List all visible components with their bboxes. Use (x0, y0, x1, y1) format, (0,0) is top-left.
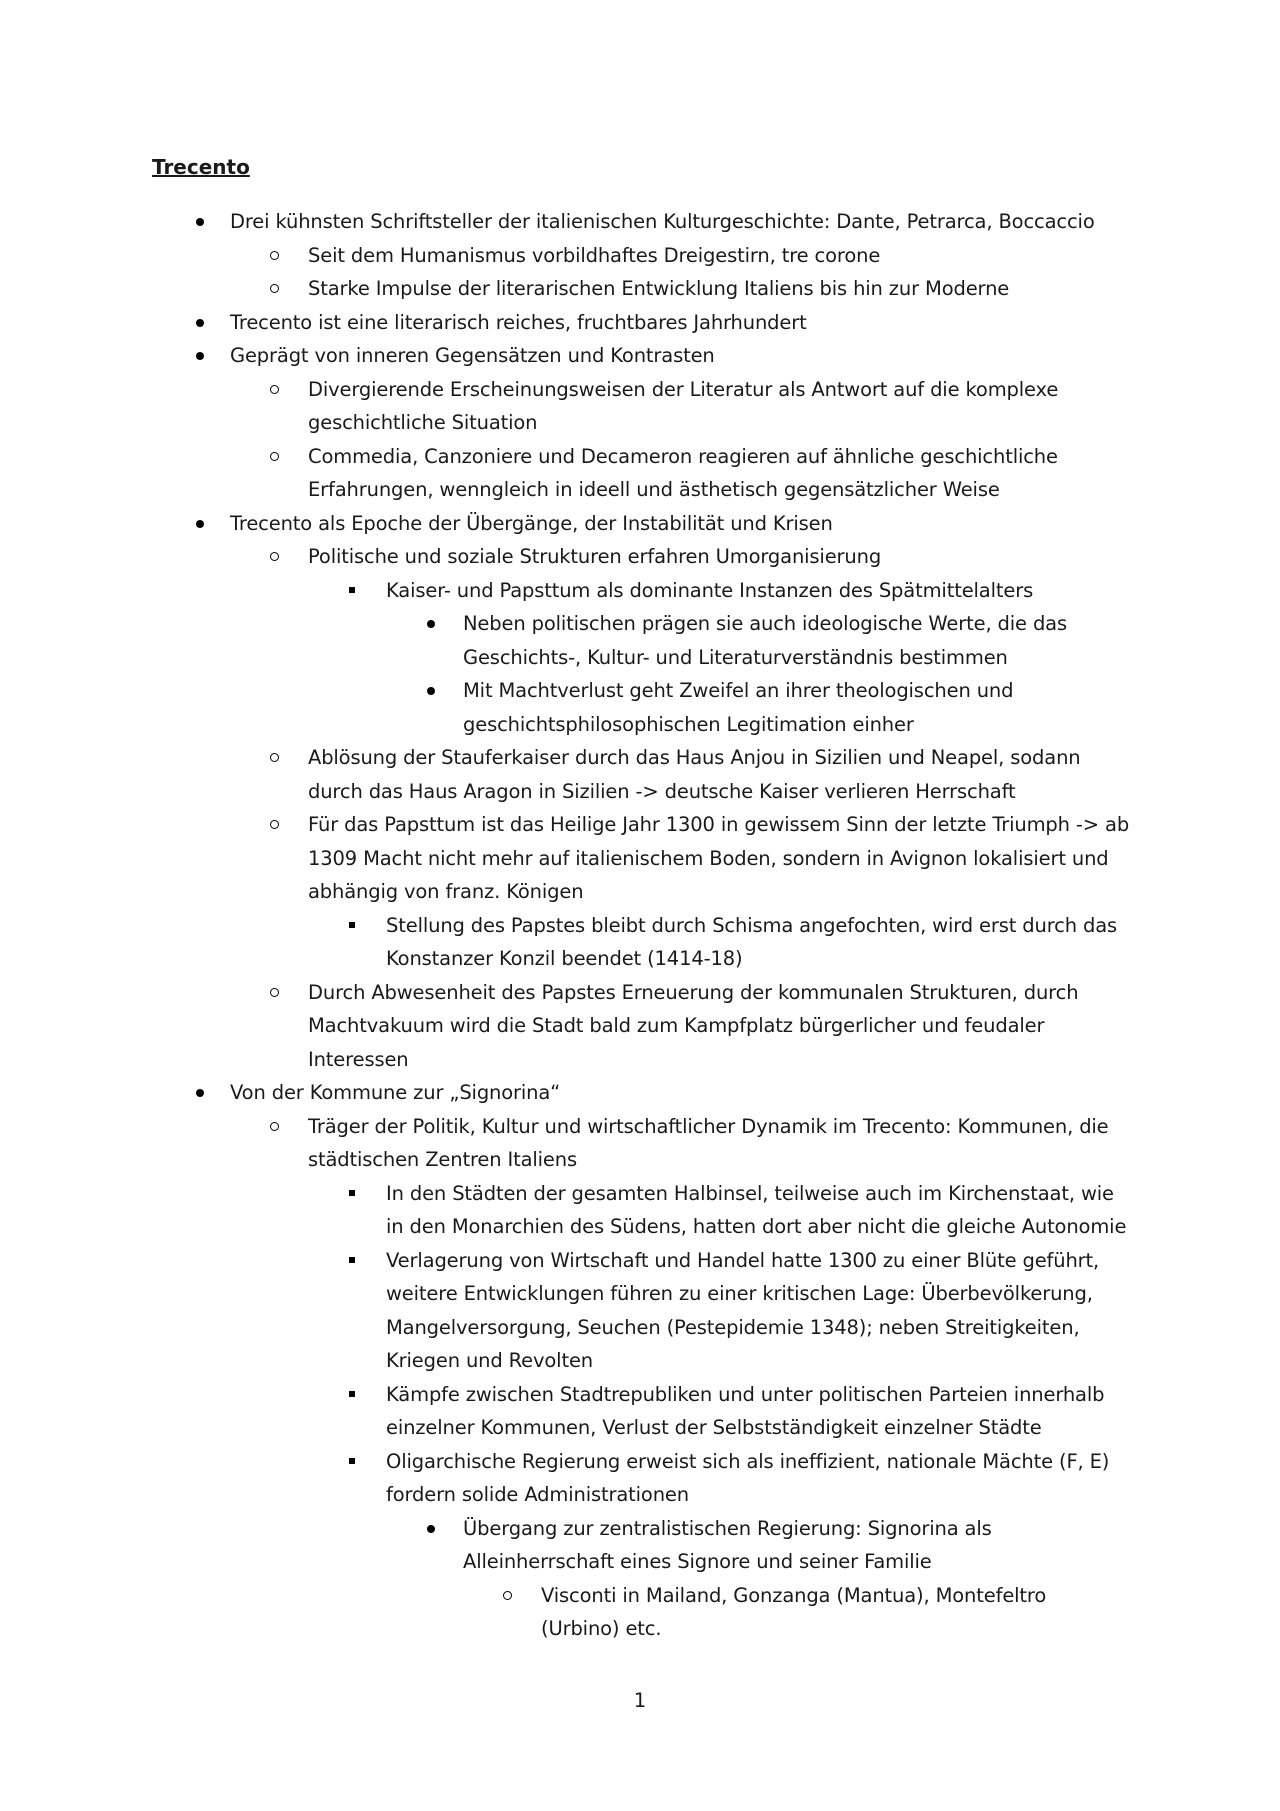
list-item (0, 1244, 1280, 1378)
list-item (0, 440, 1280, 507)
list-item (0, 741, 1280, 808)
list-item (0, 339, 1280, 373)
list-item-text: Neben politischen prägen sie auch ideologische Werte, die das Geschichts-, Kultur- und Literaturverständnis bestimmen (463, 612, 1067, 669)
list-item (0, 574, 1280, 608)
list-item-text: Kaiser- und Papsttum als dominante Instanzen des Spätmittelalters (386, 578, 1034, 602)
list-item-text: Verlagerung von Wirtschaft und Handel hatte 1300 zu einer Blüte geführt, weitere Entwicklungen führen zu einer kritischen Lage: Überbevölkerung, Mangelversorgung, Seuchen (Pestepidemie 1348); neben Streitigkeiten, Kriegen und Revolten (386, 1248, 1100, 1372)
list-item (0, 205, 1280, 239)
page-number: 1 (633, 1689, 647, 1712)
list-item-text: Drei kühnsten Schriftsteller der italienischen Kulturgeschichte: Dante, Petrarca, Boccaccio (230, 210, 1095, 233)
list-item (0, 1177, 1280, 1244)
list-item (0, 674, 1280, 741)
list-item-text: Seit dem Humanismus vorbildhaftes Dreigestirn, tre corone (308, 243, 881, 267)
list-item-text: Politische und soziale Strukturen erfahren Umorganisierung (308, 545, 882, 568)
list-item-text: In den Städten der gesamten Halbinsel, teilweise auch im Kirchenstaat, wie in den Monarchien des Südens, hatten dort aber nicht die gleiche Autonomie (386, 1181, 1127, 1238)
list-item-text: Von der Kommune zur „Signorina“ (230, 1081, 561, 1104)
list-item (0, 540, 1280, 574)
list-item-text: Stellung des Papstes bleibt durch Schisma angefochten, wird erst durch das Konstanzer Konzil beendet (1414-18) (386, 913, 1118, 970)
list-item (0, 272, 1280, 306)
list-item-text: Mit Machtverlust geht Zweifel an ihrer theologischen und geschichtsphilosophischen Legitimation einher (463, 679, 1014, 736)
list-item-text: Visconti in Mailand, Gonzanga (Mantua), Montefeltro (Urbino) etc. (541, 1583, 1047, 1640)
list-item-text: Durch Abwesenheit des Papstes Erneuerung der kommunalen Strukturen, durch Machtvakuum wird die Stadt bald zum Kampfplatz bürgerlicher und feudaler Interessen (308, 980, 1079, 1071)
list-item (0, 976, 1280, 1077)
list-item-text: Trecento als Epoche der Übergänge, der Instabilität und Krisen (230, 511, 833, 535)
page-title: Trecento (152, 155, 250, 179)
list-item (0, 607, 1280, 674)
list-item (0, 1512, 1280, 1579)
list-item-text: Für das Papsttum ist das Heilige Jahr 1300 in gewissem Sinn der letzte Triumph -> ab 1309 Macht nicht mehr auf italienischem Boden, sondern in Avignon lokalisiert und abhängig von franz. Königen (308, 813, 1130, 903)
list-item (0, 373, 1280, 440)
list-item-text: Trecento ist eine literarisch reiches, fruchtbares Jahrhundert (230, 310, 807, 334)
outline-list (0, 205, 1280, 1646)
list-item-text: Träger der Politik, Kultur und wirtschaftlicher Dynamik im Trecento: Kommunen, die städtischen Zentren Italiens (308, 1114, 1109, 1171)
list-item (0, 1579, 1280, 1646)
list-item-text: Übergang zur zentralistischen Regierung: Signorina als Alleinherrschaft eines Signore und seiner Familie (463, 1516, 992, 1573)
list-item-text: Oligarchische Regierung erweist sich als ineffizient, nationale Mächte (F, E) fordern solide Administrationen (386, 1449, 1110, 1506)
list-item-text: Geprägt von inneren Gegensätzen und Kontrasten (230, 344, 715, 367)
list-item (0, 808, 1280, 909)
list-item-text: Ablösung der Stauferkaiser durch das Haus Anjou in Sizilien und Neapel, sodann durch das Haus Aragon in Sizilien -> deutsche Kaiser verlieren Herrschaft (308, 746, 1081, 803)
list-item-text: Commedia, Canzoniere und Decameron reagieren auf ähnliche geschichtliche Erfahrungen, wenngleich in ideell und ästhetisch gegensätzlicher Weise (308, 444, 1058, 501)
list-item (0, 1378, 1280, 1445)
list-item-text: Starke Impulse der literarischen Entwicklung Italiens bis hin zur Moderne (308, 277, 1010, 300)
list-item (0, 507, 1280, 541)
list-item-text: Divergierende Erscheinungsweisen der Literatur als Antwort auf die komplexe geschichtliche Situation (308, 377, 1059, 434)
list-item (0, 239, 1280, 273)
list-item (0, 1445, 1280, 1512)
list-item-text: Kämpfe zwischen Stadtrepubliken und unter politischen Parteien innerhalb einzelner Kommunen, Verlust der Selbstständigkeit einzelner Städte (386, 1382, 1105, 1439)
list-item (0, 1110, 1280, 1177)
list-item (0, 306, 1280, 340)
list-item (0, 909, 1280, 976)
list-item (0, 1076, 1280, 1110)
